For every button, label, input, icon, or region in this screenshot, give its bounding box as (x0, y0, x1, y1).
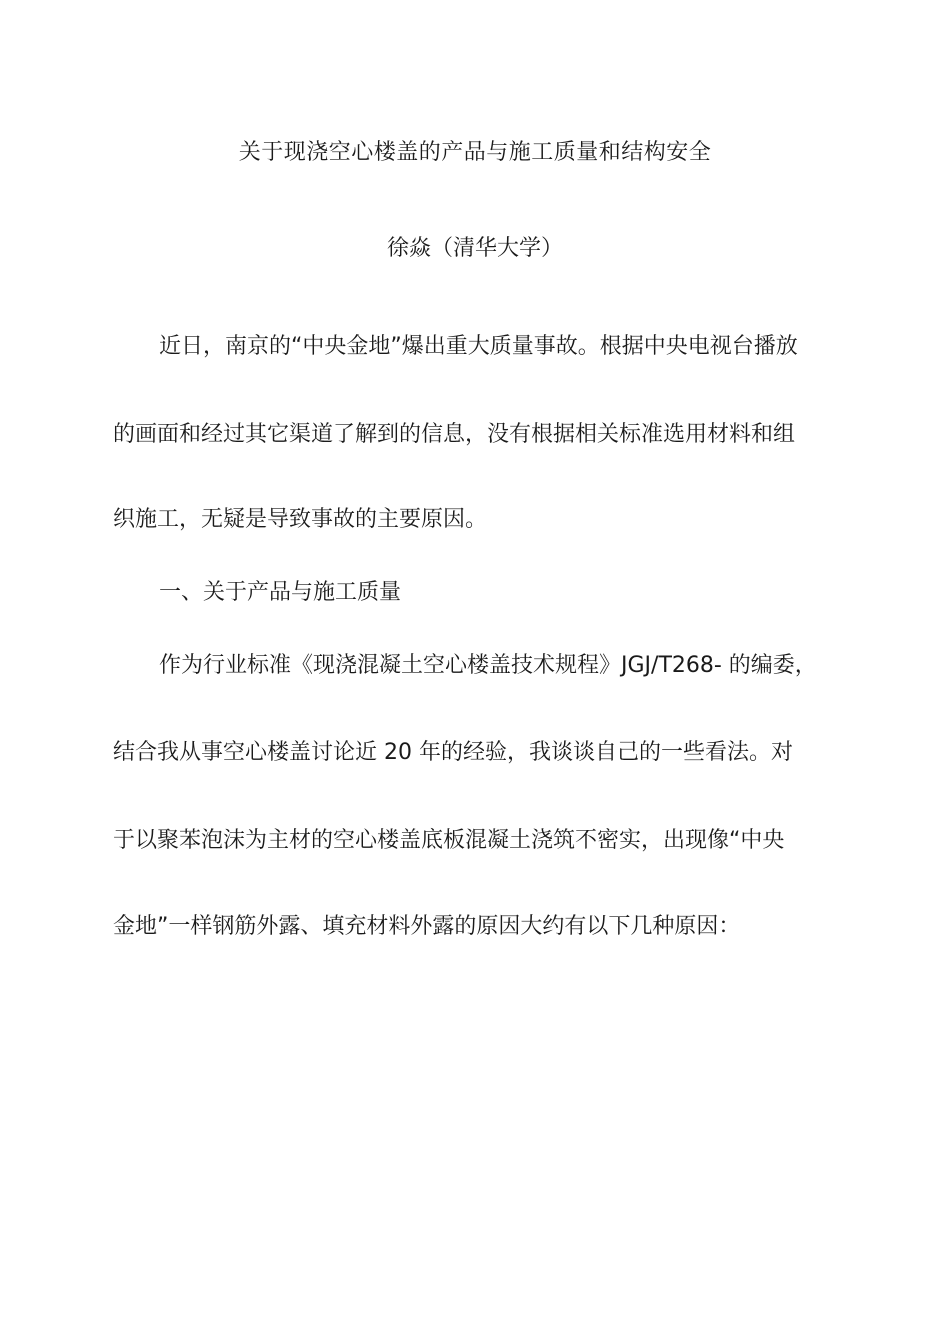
section-1-heading: 一、关于产品与施工质量 (159, 580, 402, 605)
paragraph-2-line-2: 结合我从事空心楼盖讨论近 20 年的经验，我谈谈自己的一些看法。对 (113, 740, 793, 765)
paragraph-1-line-3: 织施工，无疑是导致事故的主要原因。 (113, 507, 488, 532)
paragraph-1-line-1: 近日，南京的“中央金地”爆出重大质量事故。根据中央电视台播放 (159, 334, 798, 359)
paragraph-1-line-2: 的画面和经过其它渠道了解到的信息，没有根据相关标准选用材料和组 (113, 422, 796, 447)
paragraph-2-line-4: 金地”一样钢筋外露、填充材料外露的原因大约有以下几种原因： (113, 914, 741, 939)
paragraph-2-line-3: 于以聚苯泡沫为主材的空心楼盖底板混凝土浇筑不密实，出现像“中央 (113, 828, 785, 853)
author-line: 徐焱（清华大学） (386, 236, 563, 261)
paragraph-2-line-1: 作为行业标准《现浇混凝土空心楼盖技术规程》JGJ/T268- 的编委， (159, 653, 817, 678)
document-title: 关于现浇空心楼盖的产品与施工质量和结构安全 (238, 140, 712, 165)
